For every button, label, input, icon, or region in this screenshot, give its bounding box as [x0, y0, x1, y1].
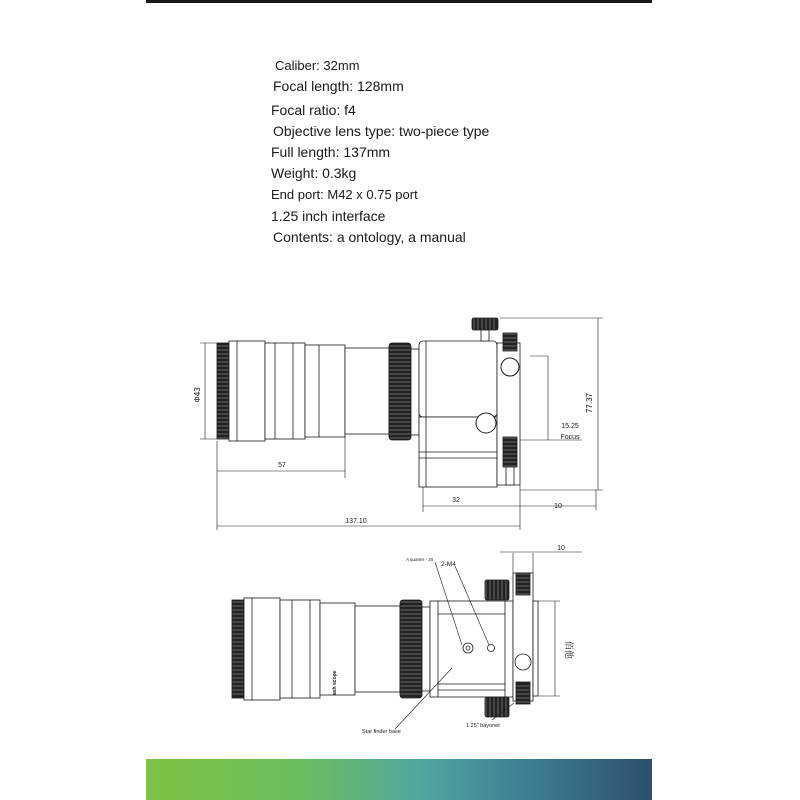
focus-value-label: 15.25: [561, 423, 579, 430]
diameter-label: Φ43: [193, 387, 202, 403]
side-view: [200, 318, 603, 530]
spec-objective-lens: Objective lens type: two-piece type: [273, 123, 490, 139]
dim-137-label: 137.10: [345, 518, 367, 525]
m4-label: 2-M4: [441, 561, 456, 568]
objective-ring: [217, 343, 229, 439]
bayonet-label: 1.25" bayonet: [466, 723, 500, 729]
quarter-20-label: A quarter - 20: [406, 557, 434, 562]
top-knob: [472, 318, 498, 330]
brand-text: ash scope: [332, 670, 338, 695]
spec-interface: 1.25 inch interface: [271, 208, 386, 224]
gradient-footer-bar: [146, 759, 652, 800]
spec-caliber: Caliber: 32mm: [275, 58, 360, 73]
focuser-ring: [389, 343, 411, 440]
spec-full-length: Full length: 137mm: [271, 144, 391, 160]
dim-32-label: 32: [452, 497, 460, 504]
side-chinese-label: 佰他: [564, 640, 574, 660]
spec-weight: Weight: 0.3kg: [271, 165, 357, 181]
spec-end-port: End port: M42 x 0.75 port: [271, 187, 418, 202]
bottom-dim-10-label: 10: [557, 545, 565, 552]
dew-shield: [229, 341, 265, 441]
dim-77-label: 77.37: [585, 392, 594, 414]
bottom-view: [232, 552, 582, 729]
dim-10-label: 10: [554, 503, 562, 510]
spec-contents: Contents: a ontology, a manual: [273, 229, 466, 245]
star-finder-label: Star finder base: [362, 729, 401, 735]
focuser-body: [419, 341, 497, 417]
focus-label: Focus: [560, 434, 580, 441]
spec-focal-length: Focal length: 128mm: [273, 78, 404, 94]
dim-57-label: 57: [278, 462, 286, 469]
spec-focal-ratio: Focal ratio: f4: [271, 102, 356, 118]
